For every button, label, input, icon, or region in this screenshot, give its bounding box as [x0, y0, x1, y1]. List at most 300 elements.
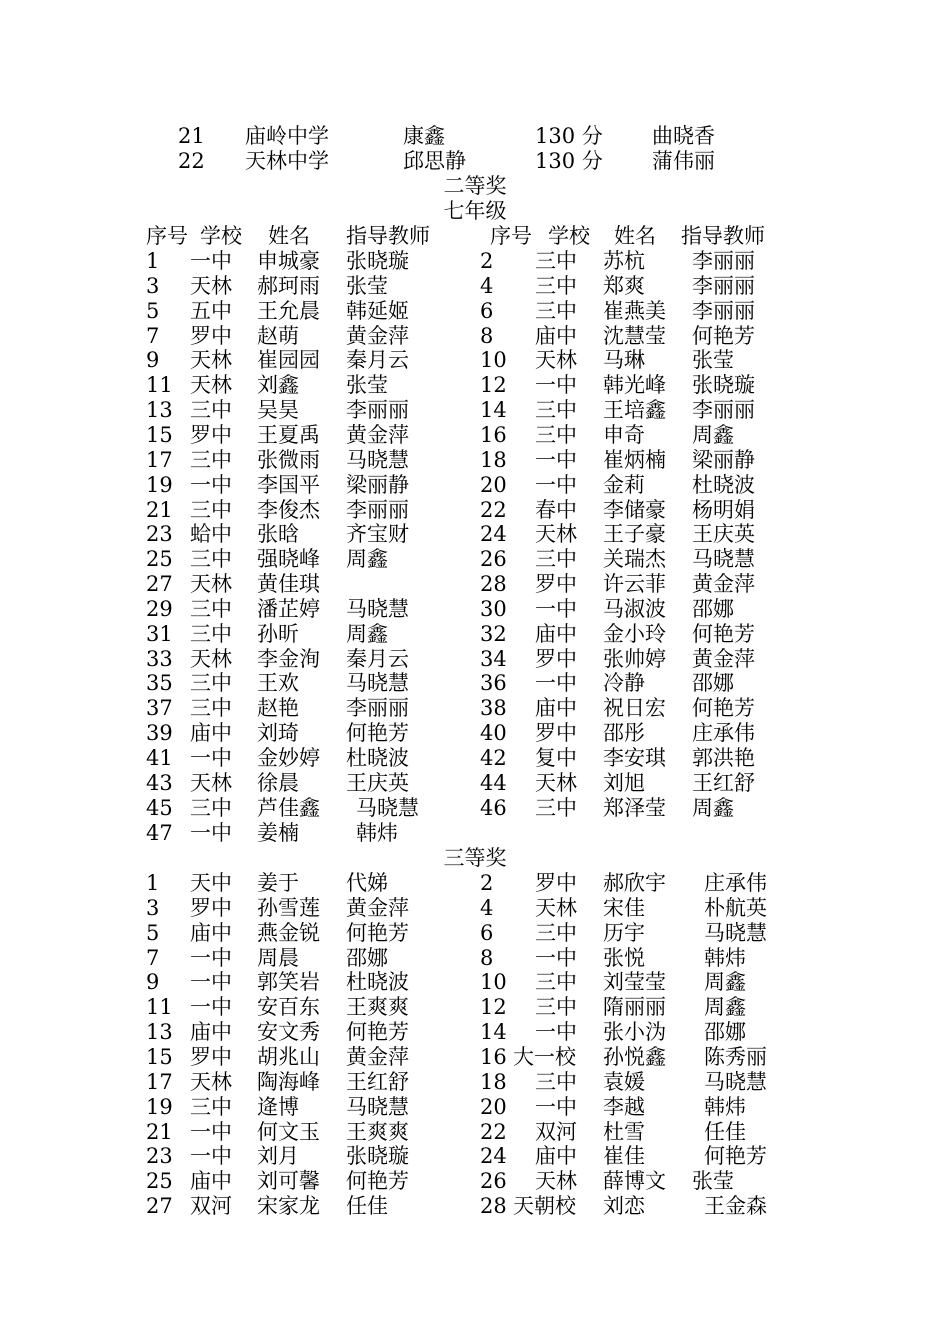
teacher-name: 杨明娟 — [692, 497, 755, 522]
row-number: 28 — [480, 1194, 507, 1219]
teacher-name: 马晓慧 — [346, 447, 409, 472]
row-number: 19 — [146, 1094, 173, 1119]
header-no: 序号 — [490, 224, 532, 248]
table-row — [0, 473, 950, 498]
teacher-name: 庄承伟 — [704, 871, 767, 895]
header-school: 学校 — [200, 224, 242, 248]
student-name: 李越 — [603, 1094, 645, 1119]
row-number: 2 — [480, 249, 494, 273]
table-row — [0, 671, 950, 696]
table-row — [0, 1169, 950, 1194]
teacher-name: 周鑫 — [704, 995, 746, 1020]
school-name: 天林 — [190, 273, 232, 298]
teacher-name: 秦月云 — [346, 646, 409, 671]
teacher-name: 王庆英 — [692, 522, 755, 547]
teacher-name: 任佳 — [346, 1194, 388, 1219]
school-name: 一中 — [190, 746, 232, 770]
student-name: 燕金锐 — [257, 920, 320, 945]
school-name: 罗中 — [190, 895, 232, 920]
student-name: 申城豪 — [257, 249, 320, 273]
student-name: 宋家龙 — [257, 1194, 320, 1219]
teacher-name: 朴航英 — [704, 895, 767, 920]
table-row — [0, 597, 950, 622]
table-row — [0, 921, 950, 946]
table-row — [0, 696, 950, 721]
teacher-name: 张莹 — [346, 273, 388, 298]
student-name: 马琳 — [603, 348, 645, 373]
table-row — [0, 721, 950, 746]
teacher-name: 何艳芳 — [692, 323, 755, 348]
student-name: 关瑞杰 — [603, 547, 666, 572]
row-number: 1 — [146, 249, 160, 273]
student-name: 王允晨 — [257, 298, 320, 323]
row-number: 34 — [480, 646, 507, 671]
student-name: 黄佳琪 — [257, 572, 320, 597]
row-number: 1 — [146, 871, 160, 895]
student-name: 刘可馨 — [257, 1169, 320, 1194]
student-name: 张小沩 — [603, 1020, 666, 1045]
row-number: 11 — [146, 373, 173, 398]
teacher-name: 韩延姬 — [346, 298, 409, 323]
teacher-name: 齐宝财 — [346, 522, 409, 547]
table-row — [0, 871, 950, 896]
teacher-name: 何艳芳 — [704, 1144, 767, 1169]
teacher-name: 张晓璇 — [692, 373, 755, 398]
teacher-name: 周鑫 — [346, 621, 388, 646]
row-number: 8 — [480, 323, 494, 348]
row-number: 13 — [146, 1020, 173, 1045]
student-name: 胡兆山 — [257, 1044, 320, 1069]
student-name: 郑泽莹 — [603, 795, 666, 820]
teacher-name: 王爽爽 — [346, 995, 409, 1020]
row-number: 3 — [146, 273, 160, 298]
teacher-name: 蒲伟丽 — [652, 149, 715, 173]
school-name: 罗中 — [535, 646, 577, 671]
student-name: 马淑波 — [603, 596, 666, 621]
school-name: 一中 — [190, 995, 232, 1020]
school-name: 三中 — [190, 547, 232, 572]
school-name: 双河 — [190, 1194, 232, 1219]
row-number: 12 — [480, 373, 507, 398]
school-name: 三中 — [535, 1069, 577, 1094]
row-number: 27 — [146, 1194, 173, 1219]
student-name: 崔燕美 — [603, 298, 666, 323]
student-name: 张帅婷 — [603, 646, 666, 671]
table-row — [0, 249, 950, 274]
teacher-name: 陈秀丽 — [704, 1044, 767, 1069]
student-name: 强晓峰 — [257, 547, 320, 572]
teacher-name: 韩炜 — [704, 945, 746, 970]
row-number: 17 — [146, 1069, 173, 1094]
student-name: 韩光峰 — [603, 373, 666, 398]
row-number: 23 — [146, 1144, 173, 1169]
row-number: 35 — [146, 671, 173, 696]
school-name: 三中 — [190, 398, 232, 423]
student-name: 康鑫 — [403, 124, 445, 148]
row-number: 22 — [178, 149, 205, 173]
teacher-name: 周鑫 — [346, 547, 388, 572]
student-name: 刘鑫 — [257, 373, 299, 398]
school-name: 天林 — [190, 770, 232, 795]
teacher-name: 何艳芳 — [692, 621, 755, 646]
school-name: 一中 — [535, 596, 577, 621]
row-number: 16 — [480, 1044, 507, 1069]
school-name: 天林 — [535, 770, 577, 795]
teacher-name: 马晓慧 — [704, 920, 767, 945]
student-name: 孙悦鑫 — [603, 1044, 666, 1069]
teacher-name: 黄金萍 — [346, 422, 409, 447]
student-name: 周晨 — [257, 945, 299, 970]
row-number: 6 — [480, 920, 494, 945]
school-name: 复中 — [535, 746, 577, 770]
table-row — [0, 1144, 950, 1169]
teacher-name: 李丽丽 — [692, 298, 755, 323]
school-name: 罗中 — [535, 572, 577, 597]
header-name: 姓名 — [614, 224, 656, 248]
school-name: 罗中 — [535, 871, 577, 895]
teacher-name: 韩炜 — [356, 820, 398, 845]
student-name: 刘恋 — [603, 1194, 645, 1219]
student-name: 吴昊 — [257, 398, 299, 423]
row-number: 19 — [146, 472, 173, 497]
school-name: 一中 — [190, 1119, 232, 1144]
school-name: 一中 — [190, 249, 232, 273]
school-name: 罗中 — [535, 721, 577, 746]
table-row — [0, 647, 950, 672]
school-name: 一中 — [535, 1094, 577, 1119]
teacher-name: 王红舒 — [692, 770, 755, 795]
student-name: 邵彤 — [603, 721, 645, 746]
header-no: 序号 — [146, 224, 188, 248]
student-name: 安百东 — [257, 995, 320, 1020]
student-name: 张微雨 — [257, 447, 320, 472]
school-name: 一中 — [535, 671, 577, 696]
teacher-name: 任佳 — [704, 1119, 746, 1144]
row-number: 10 — [480, 970, 507, 995]
table-row — [0, 498, 950, 523]
school-name: 双河 — [535, 1119, 577, 1144]
school-name: 五中 — [190, 298, 232, 323]
student-name: 安文秀 — [257, 1020, 320, 1045]
row-number: 17 — [146, 447, 173, 472]
teacher-name: 周鑫 — [692, 795, 734, 820]
student-name: 金小玲 — [603, 621, 666, 646]
school-name: 庙岭中学 — [245, 124, 329, 148]
teacher-name: 马晓慧 — [704, 1069, 767, 1094]
student-name: 沈慧莹 — [603, 323, 666, 348]
teacher-name: 杜晓波 — [346, 746, 409, 770]
school-name: 天中 — [190, 871, 232, 895]
teacher-name: 黄金萍 — [346, 323, 409, 348]
student-name: 郑爽 — [603, 273, 645, 298]
student-name: 刘旭 — [603, 770, 645, 795]
row-number: 38 — [480, 696, 507, 721]
school-name: 庙中 — [190, 1169, 232, 1194]
score: 130 分 — [535, 149, 603, 173]
school-name: 天林 — [535, 348, 577, 373]
teacher-name: 李丽丽 — [692, 273, 755, 298]
row-number: 5 — [146, 298, 160, 323]
teacher-name: 马晓慧 — [692, 547, 755, 572]
row-number: 33 — [146, 646, 173, 671]
row-number: 6 — [480, 298, 494, 323]
student-name: 孙昕 — [257, 621, 299, 646]
row-number: 47 — [146, 820, 173, 845]
teacher-name: 张晓璇 — [346, 1144, 409, 1169]
teacher-name: 庄承伟 — [692, 721, 755, 746]
school-name: 一中 — [535, 945, 577, 970]
student-name: 李安琪 — [603, 746, 666, 770]
student-name: 何文玉 — [257, 1119, 320, 1144]
row-number: 44 — [480, 770, 507, 795]
teacher-name: 黄金萍 — [346, 1044, 409, 1069]
student-name: 张悦 — [603, 945, 645, 970]
student-name: 李国平 — [257, 472, 320, 497]
row-number: 20 — [480, 1094, 507, 1119]
school-name: 蛤中 — [190, 522, 232, 547]
school-name: 三中 — [190, 497, 232, 522]
school-name: 天林 — [190, 646, 232, 671]
student-name: 许云菲 — [603, 572, 666, 597]
teacher-name: 李丽丽 — [346, 696, 409, 721]
teacher-name: 李丽丽 — [346, 497, 409, 522]
teacher-name: 周鑫 — [704, 970, 746, 995]
row-number: 11 — [146, 995, 173, 1020]
school-name: 庙中 — [535, 621, 577, 646]
student-name: 崔园园 — [257, 348, 320, 373]
header-school: 学校 — [548, 224, 590, 248]
teacher-name: 梁丽静 — [692, 447, 755, 472]
row-number: 26 — [480, 547, 507, 572]
teacher-name: 代娣 — [346, 871, 388, 895]
school-name: 春中 — [535, 497, 577, 522]
teacher-name: 王金森 — [704, 1194, 767, 1219]
row-number: 46 — [480, 795, 507, 820]
teacher-name: 张莹 — [692, 348, 734, 373]
row-number: 24 — [480, 522, 507, 547]
teacher-name: 曲晓香 — [652, 124, 715, 148]
row-number: 15 — [146, 1044, 173, 1069]
row-number: 30 — [480, 596, 507, 621]
student-name: 崔佳 — [603, 1144, 645, 1169]
table-row — [0, 821, 950, 846]
student-name: 崔炳楠 — [603, 447, 666, 472]
student-name: 郝珂雨 — [257, 273, 320, 298]
row-number: 45 — [146, 795, 173, 820]
row-number: 3 — [146, 895, 160, 920]
row-number: 18 — [480, 447, 507, 472]
student-name: 孙雪莲 — [257, 895, 320, 920]
teacher-name: 杜晓波 — [346, 970, 409, 995]
student-name: 刘琦 — [257, 721, 299, 746]
student-name: 张晗 — [257, 522, 299, 547]
school-name: 一中 — [190, 820, 232, 845]
row-number: 22 — [480, 1119, 507, 1144]
table-row — [0, 1020, 950, 1045]
teacher-name: 何艳芳 — [692, 696, 755, 721]
teacher-name: 马晓慧 — [356, 795, 419, 820]
teacher-name: 何艳芳 — [346, 1020, 409, 1045]
student-name: 金莉 — [603, 472, 645, 497]
table-row — [0, 299, 950, 324]
table-row — [0, 796, 950, 821]
third-prize-title: 三等奖 — [443, 846, 507, 870]
teacher-name: 黄金萍 — [346, 895, 409, 920]
row-number: 40 — [480, 721, 507, 746]
row-number: 39 — [146, 721, 173, 746]
row-number: 26 — [480, 1169, 507, 1194]
school-name: 三中 — [190, 1094, 232, 1119]
teacher-name: 杜晓波 — [692, 472, 755, 497]
table-row — [0, 946, 950, 971]
teacher-name: 张莹 — [346, 373, 388, 398]
school-name: 罗中 — [190, 323, 232, 348]
table-row — [0, 324, 950, 349]
school-name: 三中 — [535, 995, 577, 1020]
school-name: 天朝校 — [513, 1194, 576, 1219]
header-name: 姓名 — [268, 224, 310, 248]
student-name: 金妙婷 — [257, 746, 320, 770]
table-row — [0, 1070, 950, 1095]
school-name: 一中 — [535, 472, 577, 497]
teacher-name: 邵娜 — [692, 671, 734, 696]
student-name: 冷静 — [603, 671, 645, 696]
row-number: 13 — [146, 398, 173, 423]
row-number: 7 — [146, 323, 160, 348]
school-name: 三中 — [535, 298, 577, 323]
row-number: 32 — [480, 621, 507, 646]
teacher-name: 马晓慧 — [346, 671, 409, 696]
table-row — [0, 1194, 950, 1219]
score: 130 分 — [535, 124, 603, 148]
teacher-name: 李丽丽 — [692, 398, 755, 423]
table-row — [0, 522, 950, 547]
school-name: 庙中 — [535, 1144, 577, 1169]
student-name: 王培鑫 — [603, 398, 666, 423]
table-row — [0, 448, 950, 473]
row-number: 23 — [146, 522, 173, 547]
row-number: 18 — [480, 1069, 507, 1094]
school-name: 大一校 — [513, 1044, 576, 1069]
row-number: 16 — [480, 422, 507, 447]
school-name: 一中 — [190, 1144, 232, 1169]
row-number: 21 — [146, 497, 173, 522]
school-name: 三中 — [190, 696, 232, 721]
teacher-name: 秦月云 — [346, 348, 409, 373]
row-number: 24 — [480, 1144, 507, 1169]
teacher-name: 马晓慧 — [346, 1094, 409, 1119]
table-row — [0, 970, 950, 995]
teacher-name: 李丽丽 — [692, 249, 755, 273]
teacher-name: 张晓璇 — [346, 249, 409, 273]
row-number: 29 — [146, 596, 173, 621]
row-number: 2 — [480, 871, 494, 895]
teacher-name: 黄金萍 — [692, 572, 755, 597]
school-name: 天林 — [190, 1069, 232, 1094]
table-row — [0, 274, 950, 299]
row-number: 7 — [146, 945, 160, 970]
grade-title: 七年级 — [443, 199, 507, 223]
student-name: 王欢 — [257, 671, 299, 696]
header-teacher: 指导教师 — [346, 224, 430, 248]
student-name: 郭笑岩 — [257, 970, 320, 995]
row-number: 25 — [146, 1169, 173, 1194]
student-name: 姜于 — [257, 871, 299, 895]
row-number: 12 — [480, 995, 507, 1020]
row-number: 36 — [480, 671, 507, 696]
teacher-name: 邵娜 — [692, 596, 734, 621]
student-name: 姜楠 — [257, 820, 299, 845]
teacher-name: 邵娜 — [346, 945, 388, 970]
teacher-name: 何艳芳 — [346, 920, 409, 945]
school-name: 庙中 — [190, 1020, 232, 1045]
row-number: 43 — [146, 770, 173, 795]
table-row — [0, 373, 950, 398]
row-number: 25 — [146, 547, 173, 572]
table-row — [0, 348, 950, 373]
school-name: 一中 — [190, 945, 232, 970]
student-name: 逄博 — [257, 1094, 299, 1119]
student-name: 邱思静 — [403, 149, 466, 173]
table-row — [0, 124, 950, 149]
student-name: 薛博文 — [603, 1169, 666, 1194]
row-number: 37 — [146, 696, 173, 721]
school-name: 天林 — [190, 373, 232, 398]
student-name: 李俊杰 — [257, 497, 320, 522]
row-number: 31 — [146, 621, 173, 646]
student-name: 杜雪 — [603, 1119, 645, 1144]
row-number: 28 — [480, 572, 507, 597]
school-name: 天林 — [535, 522, 577, 547]
table-row — [0, 149, 950, 174]
school-name: 庙中 — [535, 323, 577, 348]
school-name: 三中 — [190, 596, 232, 621]
row-number: 4 — [480, 273, 494, 298]
school-name: 罗中 — [190, 422, 232, 447]
school-name: 天林 — [535, 895, 577, 920]
row-number: 27 — [146, 572, 173, 597]
school-name: 一中 — [190, 472, 232, 497]
school-name: 庙中 — [190, 721, 232, 746]
row-number: 9 — [146, 970, 160, 995]
student-name: 潘芷婷 — [257, 596, 320, 621]
teacher-name: 马晓慧 — [346, 596, 409, 621]
school-name: 三中 — [535, 422, 577, 447]
table-row — [0, 746, 950, 771]
table-row — [0, 1045, 950, 1070]
table-row — [0, 547, 950, 572]
teacher-name: 黄金萍 — [692, 646, 755, 671]
student-name: 李储豪 — [603, 497, 666, 522]
school-name: 三中 — [535, 398, 577, 423]
student-name: 刘月 — [257, 1144, 299, 1169]
teacher-name: 韩炜 — [704, 1094, 746, 1119]
school-name: 天林 — [190, 348, 232, 373]
school-name: 庙中 — [535, 696, 577, 721]
student-name: 隋丽丽 — [603, 995, 666, 1020]
student-name: 陶海峰 — [257, 1069, 320, 1094]
school-name: 三中 — [535, 547, 577, 572]
row-number: 41 — [146, 746, 173, 770]
teacher-name: 李丽丽 — [346, 398, 409, 423]
row-number: 5 — [146, 920, 160, 945]
table-row — [0, 1095, 950, 1120]
table-row — [0, 398, 950, 423]
table-row — [0, 771, 950, 796]
school-name: 一中 — [535, 1020, 577, 1045]
student-name: 宋佳 — [603, 895, 645, 920]
school-name: 庙中 — [190, 920, 232, 945]
